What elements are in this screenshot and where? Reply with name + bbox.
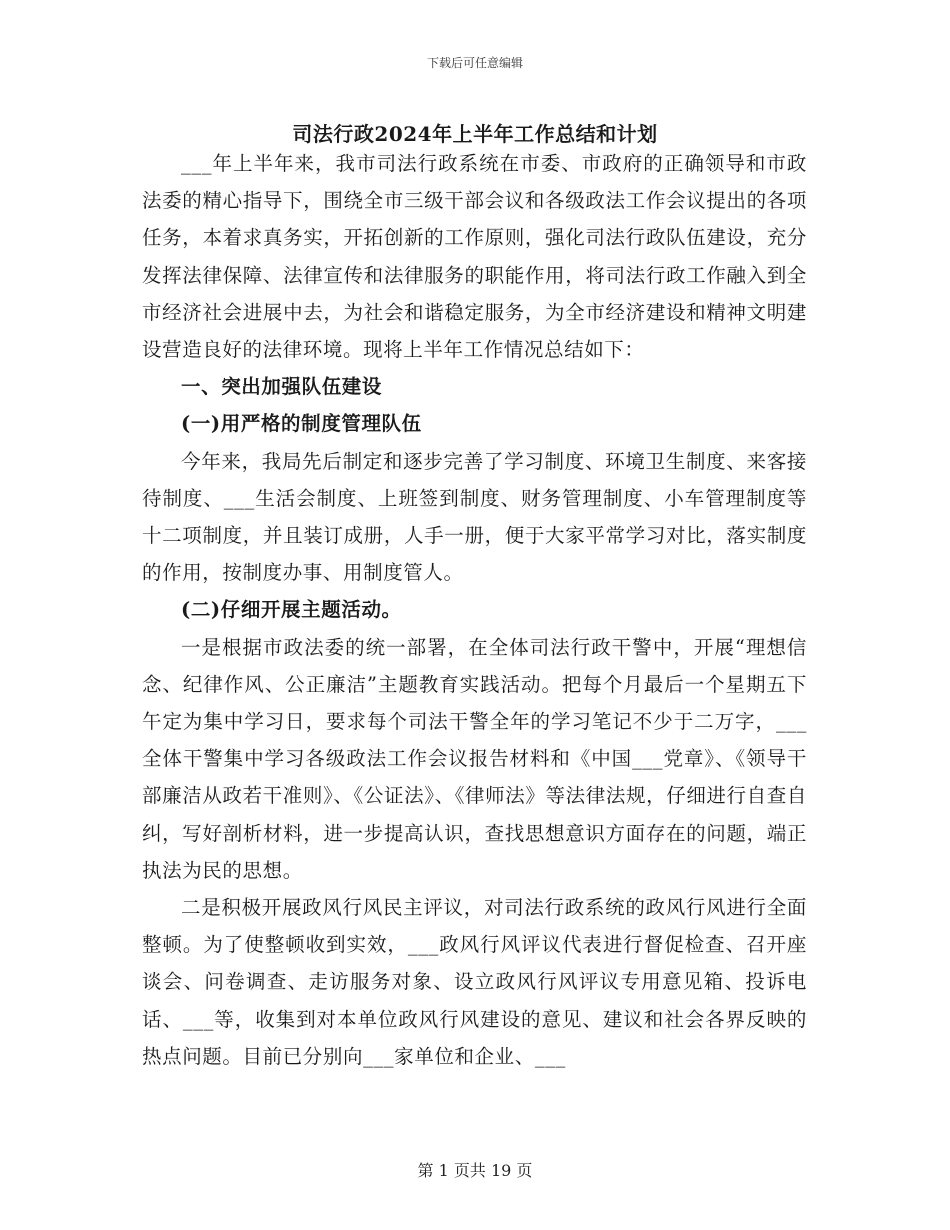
subsection-heading-1: (一)用严格的制度管理队伍 — [181, 412, 422, 436]
paragraph-intro: ___年上半年来，我市司法行政系统在市委、市政府的正确领导和市政法委的精心指导下，围绕全市三级干部会议和各级政法工作会议提出的各项任务，本着求真务实，开拓创新的工作原则，强化司法行政队伍建设，充分发挥法律保障、法律宣传和法律服务的职能作用，将司法行政工作融入到全市经济社会进展中去，为社会和谐稳定服务，为全市经济建设和精神文明建设营造良好的法律环境。现将上半年工作情况总结如下： — [142, 152, 807, 362]
document-title: 司法行政2024年上半年工作总结和计划 — [292, 122, 658, 146]
paragraph-rules: 今年来，我局先后制定和逐步完善了学习制度、环境卫生制度、来客接待制度、___生活会制度、上班签到制度、财务管理制度、小车管理制度等十二项制度，并且装订成册，人手一册，便于大家平常学习对比，落实制度的作用，按制度办事、用制度管人。 — [142, 449, 807, 585]
subsection-heading-2: (二)仔细开展主题活动。 — [181, 598, 402, 622]
page-header: 下载后可任意编辑 — [426, 56, 523, 70]
document-body — [142, 145, 807, 1075]
paragraph-theme-education: 一是根据市政法委的统一部署，在全体司法行政干警中，开展“理想信念、纪律作风、公正廉洁”主题教育实践活动。把每个月最后一个星期五下午定为集中学习日，要求每个司法干警全年的学习笔记不少于二万字，___全体干警集中学习各级政法工作会议报告材料和《中国___党章》、《领导干部廉洁从政若干准则》、《公证法》、《律师法》等法律法规，仔细进行自查自纠，写好剖析材料，进一步提高认识，查找思想意识方面存在的问题，端正执法为民的思想。 — [142, 635, 807, 882]
page-number: 第 1 页共 19 页 — [417, 1161, 533, 1180]
section-heading-1: 一、突出加强队伍建设 — [181, 375, 383, 399]
paragraph-style-review: 二是积极开展政风行风民主评议，对司法行政系统的政风行风进行全面整顿。为了使整顿收到实效，___政风行风评议代表进行督促检查、召开座谈会、问卷调查、走访服务对象、设立政风行风评议专用意见箱、投诉电话、___等，收集到对本单位政风行风建设的意见、建议和社会各界反映的热点问题。目前已分别向___家单位和企业、___ — [142, 896, 807, 1068]
